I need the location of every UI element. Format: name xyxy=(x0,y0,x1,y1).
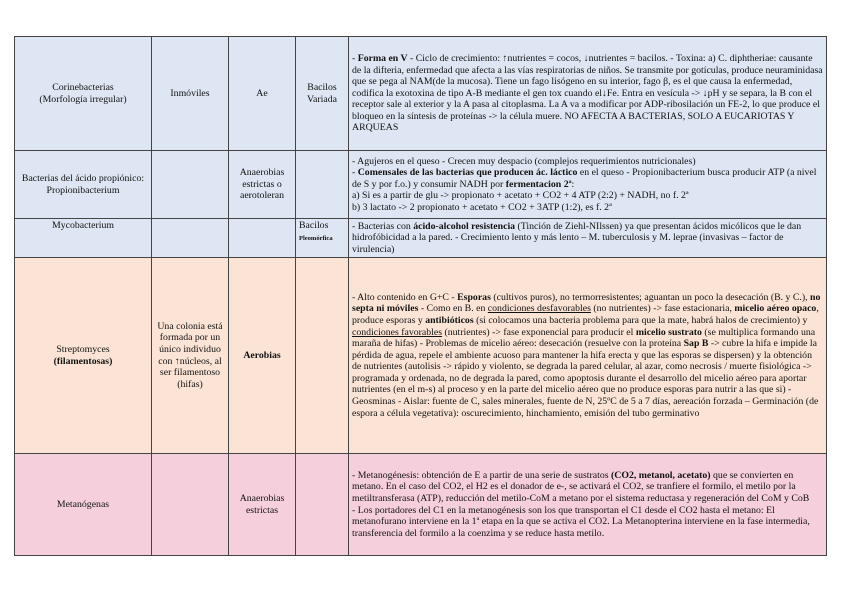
cell-motility xyxy=(152,151,229,219)
description-segment: : xyxy=(571,178,575,190)
cell-motility xyxy=(152,219,229,258)
shape-variant: Pleomórfica xyxy=(299,234,333,242)
cell-description xyxy=(349,219,827,258)
description-segment: (no nutrientes) -> fase estacionaria, xyxy=(590,303,735,315)
table-row-propionibacterium xyxy=(15,151,827,219)
group-subtitle: (filamentosas) xyxy=(53,355,113,367)
group-name: Streptomyces xyxy=(56,343,110,355)
description-segment: micelio aéreo opaco xyxy=(734,303,817,315)
description-segment: micelio sustrato xyxy=(635,326,702,338)
description-segment: - Metanogénesis: obtención de E a partir de una serie de sustratos xyxy=(352,469,611,481)
description-segment: en el queso - Propionibacterium busca producir ATP (a nivel de S y por f.o.) y consumir NADH por xyxy=(352,167,817,190)
cell-group-name: Bacterias del ácido propiónico: Propionibacterium xyxy=(15,151,152,219)
description-segment: condiciones desfavorables xyxy=(487,303,591,315)
bacteria-table xyxy=(14,36,827,556)
description-segment: - Ciclo de crecimiento: ↑nutrientes = cocos, ↓nutrientes = bacilos. - Toxina: a) C. diphtheriae: causante de la difteria, enfermedad que afecta a las vías respiratorias de niños. Se transmite por gotículas, produce neuraminidasa que se pega al NAM(de la mucosa). Tiene un fago lisógeno en su interior, fago β, es el que causa la enfermedad, codifica la exotoxina de tipo A-B mediante el gen tox cuando el↓Fe. Entra en vesícula -> ↓pH y se separa, la B con el receptor sale al exterior y la A pasa al citoplasma. La A va a modificar por ADP-ribosilación un FE-2, lo que produce el bloqueo en la síntesis de proteínas -> la célula muere. NO AFECTA A BACTERIAS, SOLO A EUCARIOTAS Y ARQUEAS xyxy=(352,52,823,134)
cell-shape xyxy=(296,454,349,556)
table-row-streptomyces xyxy=(15,258,827,454)
table-row-metanogenas xyxy=(15,454,827,556)
cell-motility: Una colonia está formada por un único individuo con ↑núcleos, al ser filamentoso (hifas) xyxy=(152,258,229,454)
shape-variant: Variada xyxy=(307,93,337,105)
description-segment: (se multiplica formando una maraña de hifas) - Problemas de micelio aéreo: desecación (resuelve con la proteína xyxy=(352,326,816,350)
description-segment: - Agujeros en el queso - Crecen muy despacio (complejos requerimientos nutricionales) xyxy=(352,155,696,167)
description-segment: Esporas xyxy=(457,291,491,303)
description-segment: fermentacion 2ª xyxy=(505,178,572,190)
description-segment: ácido-alcohol resistencia xyxy=(413,220,516,232)
description-segment: - Como en B. en xyxy=(418,303,488,315)
table-row-corinebacterias xyxy=(15,37,827,151)
description-segment: - xyxy=(352,52,358,64)
description-segment: -> cubre la hifa e impide la pérdida de agua, repele el ambiente acuoso para mantener la hifa erecta y que las esporas se dispersen) y la obtención de nutrientes (autolisis -> rápido y violento, se degrada la pared celular, al azar, como necrosis / muerte fisiológica -> programada y ordenada, no de degrada la pared, como apoptosis durante el desarrollo del micelio aéreo para aportar nutrientes (en el m-s) al proceso y en la parte del micelio aéreo que no produce esporas para nutrir a las que si) - Geosminas - Aislar: fuente de C, sales minerales, fuente de N, 25ºC de 5 a 7 días, aereación forzada – Germinación (de espora a célula vegetativa): oscurecimiento, hinchamiento, emisión del tubo germinativo xyxy=(352,338,819,419)
cell-description xyxy=(349,454,827,556)
description-segment: b) 3 lactato -> 2 propionato + acetato + CO2 + 3ATP (1:2), es f. 2ª xyxy=(352,201,612,213)
description-segment: (nutrientes) -> fase exponencial para producir el xyxy=(442,326,636,338)
description-segment: Comensales de las bacterias que producen ác. láctico xyxy=(357,167,578,179)
description-segment: antibióticos xyxy=(425,314,474,326)
cell-shape xyxy=(296,219,349,258)
description-segment: (cultivos puros), no termorresistentes; aguantan un poco la desecación (B. y C.), xyxy=(490,291,811,303)
description-segment: (CO2, metanol, acetato) xyxy=(611,469,711,481)
cell-shape xyxy=(296,37,349,151)
cell-group-name: Metanógenas xyxy=(15,454,152,556)
shape-label: Bacilos xyxy=(307,81,337,93)
description-segment: - Bacterias con xyxy=(352,220,414,232)
description-segment: no septa ni móviles xyxy=(352,291,821,315)
cell-group-name xyxy=(15,37,152,151)
cell-motility xyxy=(152,454,229,556)
description-segment: (Tinción de Ziehl-NIlssen) ya que presentan ácidos micólicos que le dan hidrofóbicidad a la pared. - Crecimiento lento y más lento – M. tuberculosis y M. leprae (invasivas – factor de virulencia) xyxy=(352,220,802,255)
description-segment: condiciones favorables xyxy=(352,326,443,338)
description-segment: , produce esporas y xyxy=(352,303,819,326)
cell-respiration: Anaerobias estrictas xyxy=(229,454,296,556)
shape-label: Bacilos xyxy=(299,220,329,231)
cell-shape xyxy=(296,151,349,219)
description-segment: (si colocamos una bacteria problema para que la mate, habrá halos de crecimiento) y xyxy=(473,314,808,326)
group-subtitle: (Morfología irregular) xyxy=(39,93,127,105)
table-row-mycobacterium xyxy=(15,219,827,258)
cell-shape xyxy=(296,258,349,454)
description-segment: a) Si es a partir de glu -> propionato + acetato + CO2 + 4 ATP (2:2) + NADH, no f. 2ª xyxy=(352,190,689,202)
cell-respiration xyxy=(229,219,296,258)
group-name: Corinebacterias xyxy=(52,81,114,93)
description-segment: - xyxy=(352,167,358,179)
cell-respiration: Anaerobias estrictas o aerotoleran xyxy=(229,151,296,219)
cell-description xyxy=(349,258,827,454)
description-segment: que se convierten en metano. En el caso del CO2, el H2 es el donador de e-, se activará el CO2, se tranfiere el formilo, el metilo por la metiltransferasa (ATP), reducción del metilo-CoM a metano por el sistema reductasa y regeneración del CoM y CoB xyxy=(352,469,810,504)
description-segment: - Los portadores del C1 en la metanogénesis son los que transportan el C1 desde el CO2 hasta el metano: El metanofurano interviene en la 1ª etapa en la que se activa el CO2. La Metanopterina interviene en la fase intermedia, transferencia del formilo a la coenzima y se reduce hasta metilo. xyxy=(352,504,810,539)
cell-group-name: Mycobacterium xyxy=(15,219,152,258)
cell-respiration: Aerobias xyxy=(229,258,296,454)
description-segment: Sap B xyxy=(683,338,709,350)
cell-group-name xyxy=(15,258,152,454)
cell-description xyxy=(349,151,827,219)
description-segment: - Alto contenido en G+C - xyxy=(352,291,458,303)
cell-description xyxy=(349,37,827,151)
cell-motility: Inmóviles xyxy=(152,37,229,151)
cell-respiration: Ae xyxy=(229,37,296,151)
description-segment: Forma en V xyxy=(357,52,408,64)
